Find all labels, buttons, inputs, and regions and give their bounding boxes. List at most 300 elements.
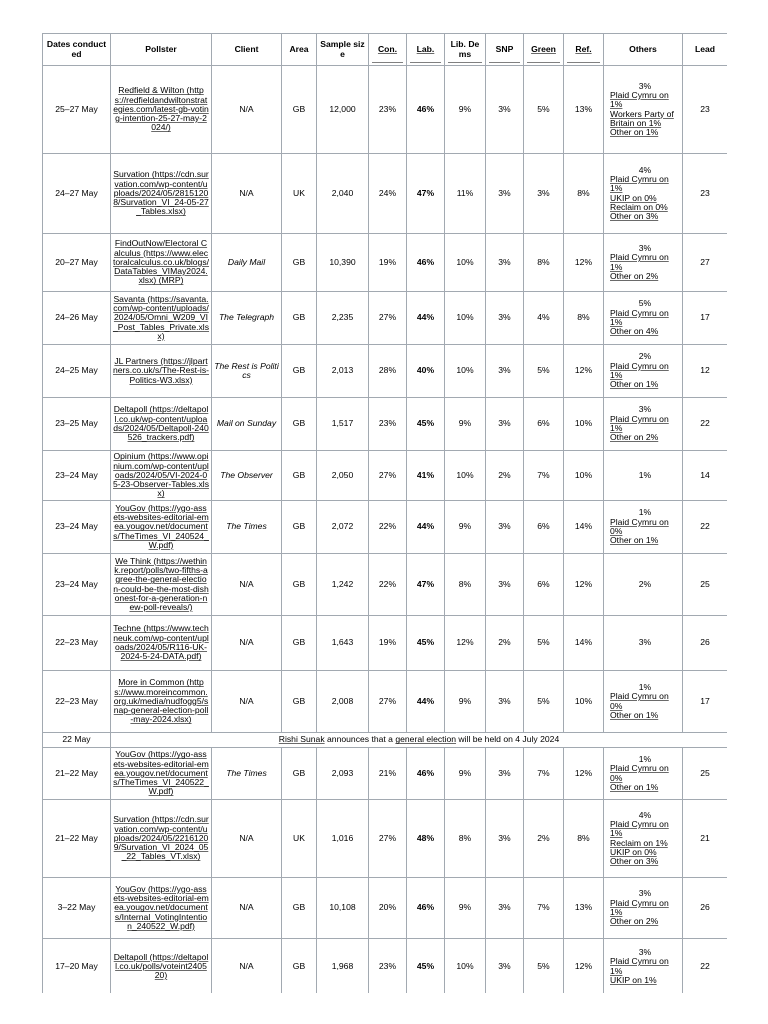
cell-libdem: 10%	[445, 939, 486, 994]
pollster-link[interactable]: Techne (https://www.techneuk.com/wp-content/uploads/2024/05/R116-UK-2024-5-24-DATA.pdf)	[113, 623, 209, 662]
table-row	[43, 800, 728, 878]
others-breakdown-line[interactable]: Reclaim on 0%	[610, 201, 668, 212]
others-breakdown-line[interactable]: Plaid Cymru on 1%	[610, 897, 669, 917]
others-total: 3%	[638, 888, 652, 899]
cell-area: UK	[282, 154, 317, 234]
cell-others	[604, 234, 683, 292]
cell-ref: 14%	[564, 501, 604, 554]
cell-others	[604, 748, 683, 800]
cell-sample: 1,643	[317, 616, 369, 671]
cell-others	[604, 878, 683, 939]
cell-lab: 44%	[407, 501, 445, 554]
cell-dates: 24–26 May	[43, 292, 111, 345]
cell-pollster	[111, 878, 212, 939]
others-total: 1%	[638, 507, 652, 518]
cell-dates: 22–23 May	[43, 616, 111, 671]
cell-lead: 25	[683, 748, 728, 800]
cell-dates: 21–22 May	[43, 748, 111, 800]
cell-sample: 12,000	[317, 66, 369, 154]
cell-snp: 3%	[486, 800, 524, 878]
cell-area: GB	[282, 616, 317, 671]
pollster-link[interactable]: We Think (https://wethink.report/polls/two-fifths-agree-the-general-election-could-be-the-most-dishonest-for-a-generation-new-poll-reveals/)	[113, 555, 209, 613]
cell-area: GB	[282, 501, 317, 554]
cell-others	[604, 451, 683, 501]
pollster-link[interactable]: YouGov (https://ygo-assets-websites-editorial-emea.yougov.net/documents/TheTimes_VI_240524_W.pdf)	[113, 502, 209, 550]
table-row	[43, 748, 728, 800]
cell-snp: 3%	[486, 501, 524, 554]
cell-libdem: 10%	[445, 292, 486, 345]
others-total: 3%	[638, 946, 652, 957]
cell-green: 5%	[524, 345, 564, 398]
cell-libdem: 9%	[445, 66, 486, 154]
table-row	[43, 501, 728, 554]
cell-pollster	[111, 154, 212, 234]
pollster-link[interactable]: Survation (https://cdn.survation.com/wp-content/uploads/2024/05/22161209/Survation_VI_2024_05_22_Tables_VT.xlsx)	[113, 814, 209, 862]
cell-client	[212, 671, 282, 733]
cell-lab: 47%	[407, 554, 445, 616]
others-breakdown-line[interactable]: Other on 2%	[610, 916, 659, 927]
others-breakdown-line[interactable]: Plaid Cymru on 1%	[610, 252, 669, 272]
cell-others	[604, 939, 683, 994]
table-row	[43, 66, 728, 154]
poll-table-page	[42, 33, 727, 993]
cell-libdem: 12%	[445, 616, 486, 671]
cell-lead: 27	[683, 234, 728, 292]
cell-snp: 3%	[486, 748, 524, 800]
others-breakdown-line[interactable]: Other on 3%	[610, 856, 659, 867]
others-breakdown-line[interactable]: Plaid Cymru on 1%	[610, 360, 669, 380]
cell-ref: 12%	[564, 939, 604, 994]
cell-lead: 14	[683, 451, 728, 501]
table-row	[43, 616, 728, 671]
header-ref[interactable]	[564, 34, 604, 66]
cell-lead: 17	[683, 292, 728, 345]
header-con-label[interactable]: Con.	[377, 43, 398, 54]
header-lead[interactable]: Lead	[683, 34, 728, 66]
cell-ref: 13%	[564, 878, 604, 939]
cell-libdem: 9%	[445, 748, 486, 800]
cell-lab: 46%	[407, 234, 445, 292]
cell-ref: 12%	[564, 345, 604, 398]
cell-client	[212, 345, 282, 398]
table-row	[43, 939, 728, 994]
others-breakdown-line[interactable]: UKIP on 0%	[610, 846, 657, 857]
ref-colour-bar	[567, 62, 600, 63]
others-breakdown-line[interactable]: Other on 2%	[610, 432, 659, 443]
cell-libdem: 8%	[445, 800, 486, 878]
lab-colour-bar	[410, 62, 441, 63]
header-area[interactable]: Area	[282, 34, 317, 66]
cell-libdem: 9%	[445, 501, 486, 554]
cell-area: GB	[282, 451, 317, 501]
cell-green: 6%	[524, 554, 564, 616]
header-snp[interactable]	[486, 34, 524, 66]
others-breakdown-line[interactable]: Workers Party of Britain on 1%	[610, 108, 674, 128]
cell-libdem: 10%	[445, 345, 486, 398]
header-lab[interactable]	[407, 34, 445, 66]
cell-pollster	[111, 501, 212, 554]
cell-area: GB	[282, 939, 317, 994]
cell-dates: 24–27 May	[43, 154, 111, 234]
others-total: 3%	[638, 637, 652, 648]
event-text: will be held on 4 July 2024	[456, 734, 560, 745]
cell-lead: 22	[683, 939, 728, 994]
cell-sample: 2,050	[317, 451, 369, 501]
cell-ref: 8%	[564, 800, 604, 878]
others-breakdown-line[interactable]: Plaid Cymru on 0%	[610, 763, 669, 783]
others-total: 1%	[638, 681, 652, 692]
cell-con: 28%	[369, 345, 407, 398]
cell-others	[604, 154, 683, 234]
cell-area: GB	[282, 748, 317, 800]
header-sample-size[interactable]: Sample size	[317, 34, 369, 66]
cell-con: 27%	[369, 292, 407, 345]
others-breakdown-line[interactable]: UKIP on 1%	[610, 974, 657, 985]
cell-ref: 10%	[564, 451, 604, 501]
cell-client	[212, 398, 282, 451]
cell-client	[212, 800, 282, 878]
table-row	[43, 671, 728, 733]
header-dates[interactable]: Dates conducted	[43, 34, 111, 66]
cell-lab: 45%	[407, 398, 445, 451]
header-green[interactable]	[524, 34, 564, 66]
cell-lab: 44%	[407, 292, 445, 345]
cell-sample: 2,072	[317, 501, 369, 554]
others-breakdown-line[interactable]: Reclaim on 1%	[610, 837, 668, 848]
others-breakdown-line[interactable]: Plaid Cymru on 1%	[610, 956, 669, 976]
cell-green: 7%	[524, 748, 564, 800]
pollster-link[interactable]: More in Common (https://www.moreincommon.org.uk/media/nudfogg5/snap-general-election-poll-may-2024.xlsx)	[113, 677, 209, 725]
cell-area: UK	[282, 800, 317, 878]
cell-sample: 2,013	[317, 345, 369, 398]
others-total: 1%	[638, 469, 652, 480]
cell-con: 19%	[369, 234, 407, 292]
header-client[interactable]: Client	[212, 34, 282, 66]
cell-others	[604, 554, 683, 616]
pollster-link[interactable]: JL Partners (https://jlpartners.co.uk/s/The-Rest-is-Politics-W3.xlsx)	[113, 356, 209, 385]
poll-table-body	[43, 66, 728, 994]
cell-dates: 22–23 May	[43, 671, 111, 733]
cell-dates: 23–24 May	[43, 501, 111, 554]
cell-lead: 23	[683, 66, 728, 154]
cell-con: 27%	[369, 671, 407, 733]
cell-libdem: 9%	[445, 878, 486, 939]
cell-libdem: 10%	[445, 234, 486, 292]
cell-con: 23%	[369, 66, 407, 154]
pollster-link[interactable]: Opinium (https://www.opinium.com/wp-content/uploads/2024/05/VI-2024-05-23-Observer-Tables.xlsx)	[113, 451, 209, 499]
cell-lead: 25	[683, 554, 728, 616]
cell-dates: 23–25 May	[43, 398, 111, 451]
event-date: 22 May	[43, 733, 111, 748]
cell-libdem: 9%	[445, 671, 486, 733]
cell-green: 5%	[524, 939, 564, 994]
cell-ref: 10%	[564, 671, 604, 733]
header-con[interactable]	[369, 34, 407, 66]
header-ref-label[interactable]: Ref.	[575, 43, 592, 54]
cell-dates: 3–22 May	[43, 878, 111, 939]
cell-lab: 40%	[407, 345, 445, 398]
others-total: 3%	[638, 404, 652, 415]
event-link[interactable]: general election	[395, 734, 457, 745]
header-libdem[interactable]	[445, 34, 486, 66]
cell-pollster	[111, 800, 212, 878]
cell-con: 23%	[369, 398, 407, 451]
cell-lab: 46%	[407, 878, 445, 939]
others-breakdown-line[interactable]: Other on 1%	[610, 709, 659, 720]
cell-others	[604, 800, 683, 878]
cell-sample: 2,093	[317, 748, 369, 800]
cell-client	[212, 616, 282, 671]
client-name[interactable]: The Rest is Politics	[214, 360, 279, 380]
cell-area: GB	[282, 878, 317, 939]
cell-area: GB	[282, 345, 317, 398]
cell-ref: 12%	[564, 554, 604, 616]
cell-lab: 45%	[407, 939, 445, 994]
cell-area: GB	[282, 292, 317, 345]
others-breakdown-line[interactable]: Plaid Cymru on 1%	[610, 413, 669, 433]
cell-libdem: 9%	[445, 398, 486, 451]
cell-others	[604, 66, 683, 154]
others-total: 4%	[638, 809, 652, 820]
cell-client	[212, 154, 282, 234]
green-colour-bar	[527, 62, 560, 63]
cell-lab: 45%	[407, 616, 445, 671]
others-breakdown-line[interactable]: Plaid Cymru on 1%	[610, 173, 669, 194]
cell-snp: 3%	[486, 939, 524, 994]
cell-lab: 47%	[407, 154, 445, 234]
client-name: N/A	[239, 103, 254, 114]
client-name: N/A	[239, 902, 254, 913]
cell-snp: 3%	[486, 154, 524, 234]
cell-green: 8%	[524, 234, 564, 292]
cell-others	[604, 345, 683, 398]
pollster-link[interactable]: Survation (https://cdn.survation.com/wp-content/uploads/2024/05/28151208/Survation_VI_24-05-27_Tables.xlsx)	[113, 169, 209, 217]
cell-libdem: 11%	[445, 154, 486, 234]
cell-client	[212, 292, 282, 345]
cell-green: 7%	[524, 451, 564, 501]
client-name: N/A	[239, 637, 254, 648]
header-libdem-label[interactable]: Lib. Dems	[450, 39, 480, 59]
others-breakdown-line[interactable]: Other on 1%	[610, 781, 659, 792]
cell-lead: 21	[683, 800, 728, 878]
cell-snp: 3%	[486, 398, 524, 451]
cell-area: GB	[282, 66, 317, 154]
cell-ref: 12%	[564, 234, 604, 292]
cell-area: GB	[282, 671, 317, 733]
others-breakdown-line[interactable]: Plaid Cymru on 1%	[610, 89, 669, 110]
header-others[interactable]: Others	[604, 34, 683, 66]
cell-others	[604, 671, 683, 733]
cell-dates: 21–22 May	[43, 800, 111, 878]
event-text: announces that a	[324, 734, 396, 745]
client-name[interactable]: The Telegraph	[218, 312, 275, 323]
cell-sample: 1,968	[317, 939, 369, 994]
cell-lab: 46%	[407, 748, 445, 800]
cell-others	[604, 398, 683, 451]
others-breakdown-line[interactable]: Other on 3%	[610, 211, 659, 222]
cell-con: 22%	[369, 554, 407, 616]
cell-lead: 23	[683, 154, 728, 234]
table-row	[43, 154, 728, 234]
table-row	[43, 345, 728, 398]
client-name: N/A	[239, 578, 254, 589]
header-green-label[interactable]: Green	[531, 43, 556, 54]
cell-sample: 2,040	[317, 154, 369, 234]
cell-green: 3%	[524, 154, 564, 234]
cell-dates: 20–27 May	[43, 234, 111, 292]
pollster-link[interactable]: Deltapoll (https://deltapoll.co.uk/wp-content/uploads/2024/05/Deltapoll-240526_trackers.pdf)	[113, 404, 209, 443]
cell-client	[212, 66, 282, 154]
others-total: 4%	[638, 164, 652, 175]
client-name[interactable]: Daily Mail	[227, 256, 266, 267]
cell-ref: 12%	[564, 748, 604, 800]
cell-sample: 1,016	[317, 800, 369, 878]
cell-con: 27%	[369, 800, 407, 878]
opinion-poll-table	[42, 33, 727, 993]
pollster-link[interactable]: YouGov (https://ygo-assets-websites-editorial-emea.yougov.net/documents/TheTimes_VI_240522_W.pdf)	[113, 749, 209, 797]
cell-snp: 2%	[486, 451, 524, 501]
cell-lead: 17	[683, 671, 728, 733]
header-pollster[interactable]: Pollster	[111, 34, 212, 66]
event-link[interactable]: Rishi Sunak	[278, 734, 325, 745]
pollster-link[interactable]: FindOutNow/Electoral Calculus (https://www.electoralcalculus.co.uk/blogs/DataTables_VIMay2024.xlsx) (MRP)	[113, 238, 210, 286]
cell-client	[212, 554, 282, 616]
others-breakdown-line[interactable]: Plaid Cymru on 0%	[610, 516, 669, 536]
client-name: N/A	[239, 960, 254, 971]
cell-lead: 26	[683, 878, 728, 939]
cell-area: GB	[282, 234, 317, 292]
cell-green: 6%	[524, 398, 564, 451]
cell-sample: 1,517	[317, 398, 369, 451]
header-lab-label[interactable]: Lab.	[416, 43, 435, 54]
cell-con: 24%	[369, 154, 407, 234]
others-total: 2%	[638, 351, 652, 362]
cell-area: GB	[282, 398, 317, 451]
cell-libdem: 8%	[445, 554, 486, 616]
cell-dates: 23–24 May	[43, 554, 111, 616]
cell-area: GB	[282, 554, 317, 616]
cell-ref: 10%	[564, 398, 604, 451]
pollster-link[interactable]: Redfield & Wilton (https://redfieldandwiltonstrategies.com/latest-gb-voting-intention-25-27-may-2024/)	[113, 85, 209, 133]
table-row	[43, 878, 728, 939]
cell-dates: 17–20 May	[43, 939, 111, 994]
cell-green: 7%	[524, 878, 564, 939]
others-breakdown-line[interactable]: Other on 1%	[610, 535, 659, 546]
others-total: 1%	[638, 753, 652, 764]
cell-pollster	[111, 748, 212, 800]
cell-snp: 3%	[486, 671, 524, 733]
cell-green: 2%	[524, 800, 564, 878]
cell-green: 5%	[524, 671, 564, 733]
others-breakdown-line[interactable]: Other on 1%	[610, 379, 659, 390]
cell-sample: 1,242	[317, 554, 369, 616]
client-name[interactable]: The Times	[226, 767, 267, 778]
cell-sample: 2,235	[317, 292, 369, 345]
cell-others	[604, 501, 683, 554]
cell-pollster	[111, 554, 212, 616]
cell-libdem: 10%	[445, 451, 486, 501]
client-name[interactable]: The Times	[226, 521, 267, 532]
client-name: N/A	[239, 695, 254, 706]
cell-client	[212, 234, 282, 292]
cell-sample: 2,008	[317, 671, 369, 733]
pollster-link[interactable]: Savanta (https://savanta.com/wp-content/uploads/2024/05/Omni_W209_VI_Post_Tables_Private.xlsx)	[113, 293, 210, 341]
pollster-link[interactable]: YouGov (https://ygo-assets-websites-editorial-emea.yougov.net/documents/Internal_VotingIntention_240522_W.pdf)	[113, 883, 209, 931]
cell-lead: 12	[683, 345, 728, 398]
cell-dates: 24–25 May	[43, 345, 111, 398]
cell-lead: 22	[683, 398, 728, 451]
cell-lab: 44%	[407, 671, 445, 733]
cell-client	[212, 939, 282, 994]
cell-snp: 3%	[486, 878, 524, 939]
others-breakdown-line[interactable]: Plaid Cymru on 0%	[610, 691, 669, 711]
table-row	[43, 234, 728, 292]
cell-dates: 25–27 May	[43, 66, 111, 154]
cell-pollster	[111, 671, 212, 733]
others-breakdown-line[interactable]: Other on 1%	[610, 127, 659, 138]
cell-sample: 10,390	[317, 234, 369, 292]
table-row	[43, 451, 728, 501]
cell-pollster	[111, 616, 212, 671]
table-row	[43, 398, 728, 451]
others-total: 3%	[638, 80, 652, 91]
others-breakdown-line[interactable]: Other on 4%	[610, 326, 659, 337]
header-snp-label[interactable]: SNP	[495, 43, 514, 54]
cell-ref: 8%	[564, 292, 604, 345]
others-breakdown-line[interactable]: Other on 2%	[610, 270, 659, 281]
others-breakdown-line[interactable]: Plaid Cymru on 1%	[610, 307, 669, 327]
cell-sample: 10,108	[317, 878, 369, 939]
cell-con: 22%	[369, 501, 407, 554]
client-name[interactable]: The Observer	[220, 469, 273, 480]
cell-client	[212, 451, 282, 501]
others-breakdown-line[interactable]: Plaid Cymru on 1%	[610, 818, 669, 839]
cell-ref: 14%	[564, 616, 604, 671]
others-total: 2%	[638, 578, 652, 589]
cell-dates: 23–24 May	[43, 451, 111, 501]
cell-con: 20%	[369, 878, 407, 939]
others-total: 5%	[638, 298, 652, 309]
cell-con: 21%	[369, 748, 407, 800]
client-name[interactable]: Mail on Sunday	[216, 418, 277, 429]
others-breakdown-line[interactable]: UKIP on 0%	[610, 192, 657, 203]
cell-pollster	[111, 398, 212, 451]
cell-con: 23%	[369, 939, 407, 994]
cell-client	[212, 878, 282, 939]
cell-green: 6%	[524, 501, 564, 554]
cell-pollster	[111, 66, 212, 154]
cell-pollster	[111, 345, 212, 398]
event-row	[43, 733, 728, 748]
header-row	[43, 34, 728, 66]
table-row	[43, 554, 728, 616]
pollster-link[interactable]: Deltapoll (https://deltapoll.co.uk/polls/voteint240520)	[113, 951, 209, 981]
con-colour-bar	[372, 62, 403, 63]
snp-colour-bar	[489, 62, 520, 63]
cell-pollster	[111, 451, 212, 501]
cell-others	[604, 292, 683, 345]
cell-others	[604, 616, 683, 671]
cell-snp: 3%	[486, 554, 524, 616]
libdem-colour-bar	[448, 62, 482, 63]
cell-con: 19%	[369, 616, 407, 671]
table-row	[43, 292, 728, 345]
cell-pollster	[111, 234, 212, 292]
cell-green: 5%	[524, 616, 564, 671]
cell-snp: 3%	[486, 345, 524, 398]
cell-snp: 3%	[486, 234, 524, 292]
others-total: 3%	[638, 242, 652, 253]
